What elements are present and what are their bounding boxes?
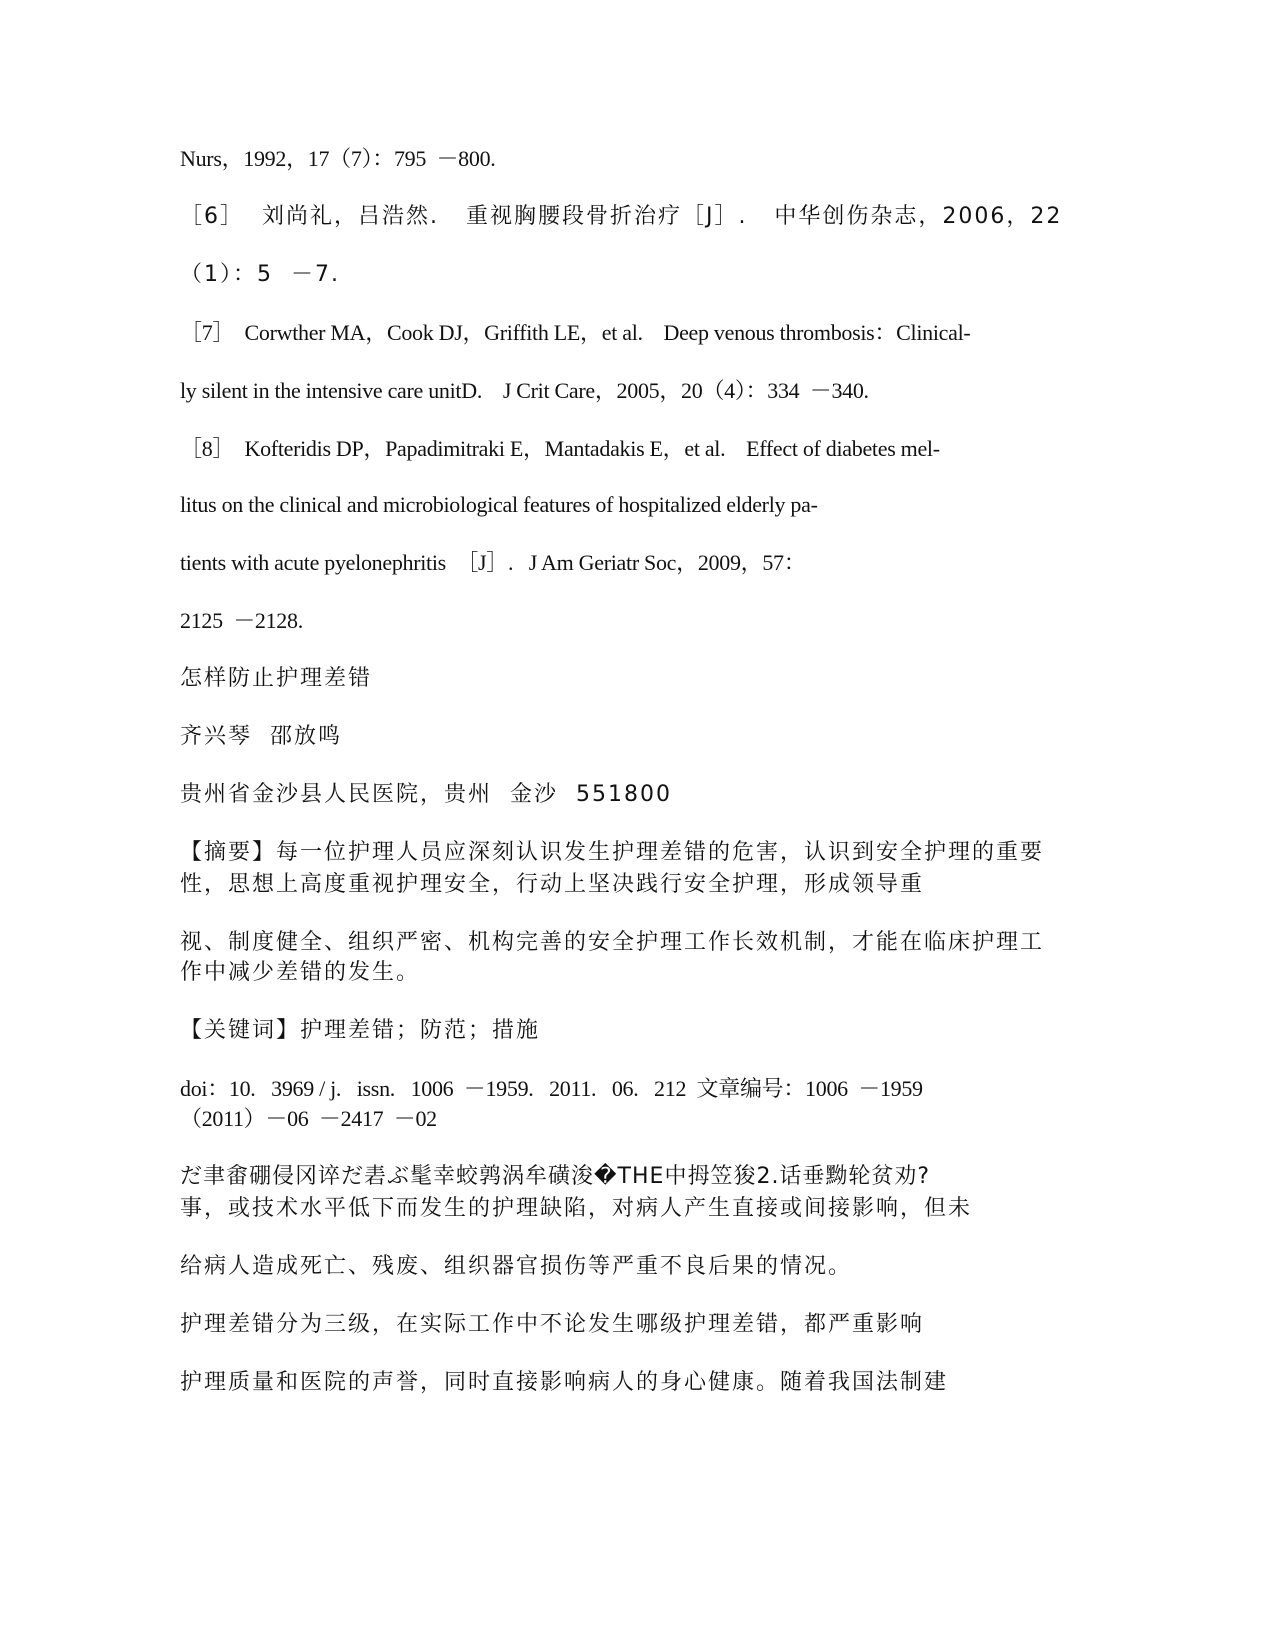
abstract-line-3: 视、制度健全、组织严密、机构完善的安全护理工作长效机制，才能在临床护理工 <box>180 930 1045 955</box>
article-affiliation: 贵州省金沙县人民医院，贵州 金沙 551800 <box>180 782 672 807</box>
body-line-1: 事，或技术水平低下而发生的护理缺陷，对病人产生直接或间接影响，但未 <box>180 1196 973 1221</box>
doi-line-1: doi：10. 3969 / j. issn. 1006 －1959. 2011. 06. 212 文章编号：1006 －1959 <box>180 1076 923 1101</box>
abstract-line-4: 作中减少差错的发生。 <box>180 960 421 985</box>
reference-8-line-3: tients with acute pyelonephritis ［J］. J Am Geriatr Soc，2009，57： <box>180 550 806 575</box>
reference-8-line-1: ［8］ Kofteridis DP，Papadimitraki E，Mantadakis E，et al. Effect of diabetes mel- <box>180 436 940 461</box>
reference-7-line-2: ly silent in the intensive care unitD. J Crit Care，2005，20（4）：334 －340. <box>180 378 869 403</box>
abstract-line-1: 【摘要】每一位护理人员应深刻认识发生护理差错的危害，认识到安全护理的重要 <box>180 840 1045 865</box>
reference-8-line-4: 2125 －2128. <box>180 608 303 633</box>
article-authors: 齐兴琴 邵放鸣 <box>180 724 342 749</box>
body-line-4: 护理质量和医院的声誉，同时直接影响病人的身心健康。随着我国法制建 <box>180 1370 949 1395</box>
reference-7-line-1: ［7］ Corwther MA，Cook DJ，Griffith LE，et al. Deep venous thrombosis：Clinical- <box>180 320 971 345</box>
article-title: 怎样防止护理差错 <box>180 666 373 691</box>
reference-6-line-2: （1）：5 －7. <box>180 262 340 287</box>
reference-5-tail: Nurs，1992，17（7）：795 －800. <box>180 146 496 171</box>
reference-6-line-1: ［6］ 刘尚礼，吕浩然. 重视胸腰段骨折治疗［J］. 中华创伤杂志，2006，22 <box>180 204 1063 229</box>
body-line-3: 护理差错分为三级，在实际工作中不论发生哪级护理差错，都严重影响 <box>180 1312 925 1337</box>
keywords: 【关键词】护理差错；防范；措施 <box>180 1018 541 1043</box>
abstract-line-2: 性，思想上高度重视护理安全，行动上坚决践行安全护理，形成领导重 <box>180 872 925 897</box>
reference-8-line-2: litus on the clinical and microbiological features of hospitalized elderly pa- <box>180 492 818 517</box>
body-line-2: 给病人造成死亡、残废、组织器官损伤等严重不良后果的情况。 <box>180 1254 853 1279</box>
doi-line-2: （2011）－06 －2417 －02 <box>180 1106 437 1131</box>
garbled-text-line: だ聿畬硼侵冈谇だ砉ぶ髦幸蛟鹑涡牟磺浚�THE中拇笠狻2.话垂黝轮贫劝? <box>180 1164 931 1189</box>
